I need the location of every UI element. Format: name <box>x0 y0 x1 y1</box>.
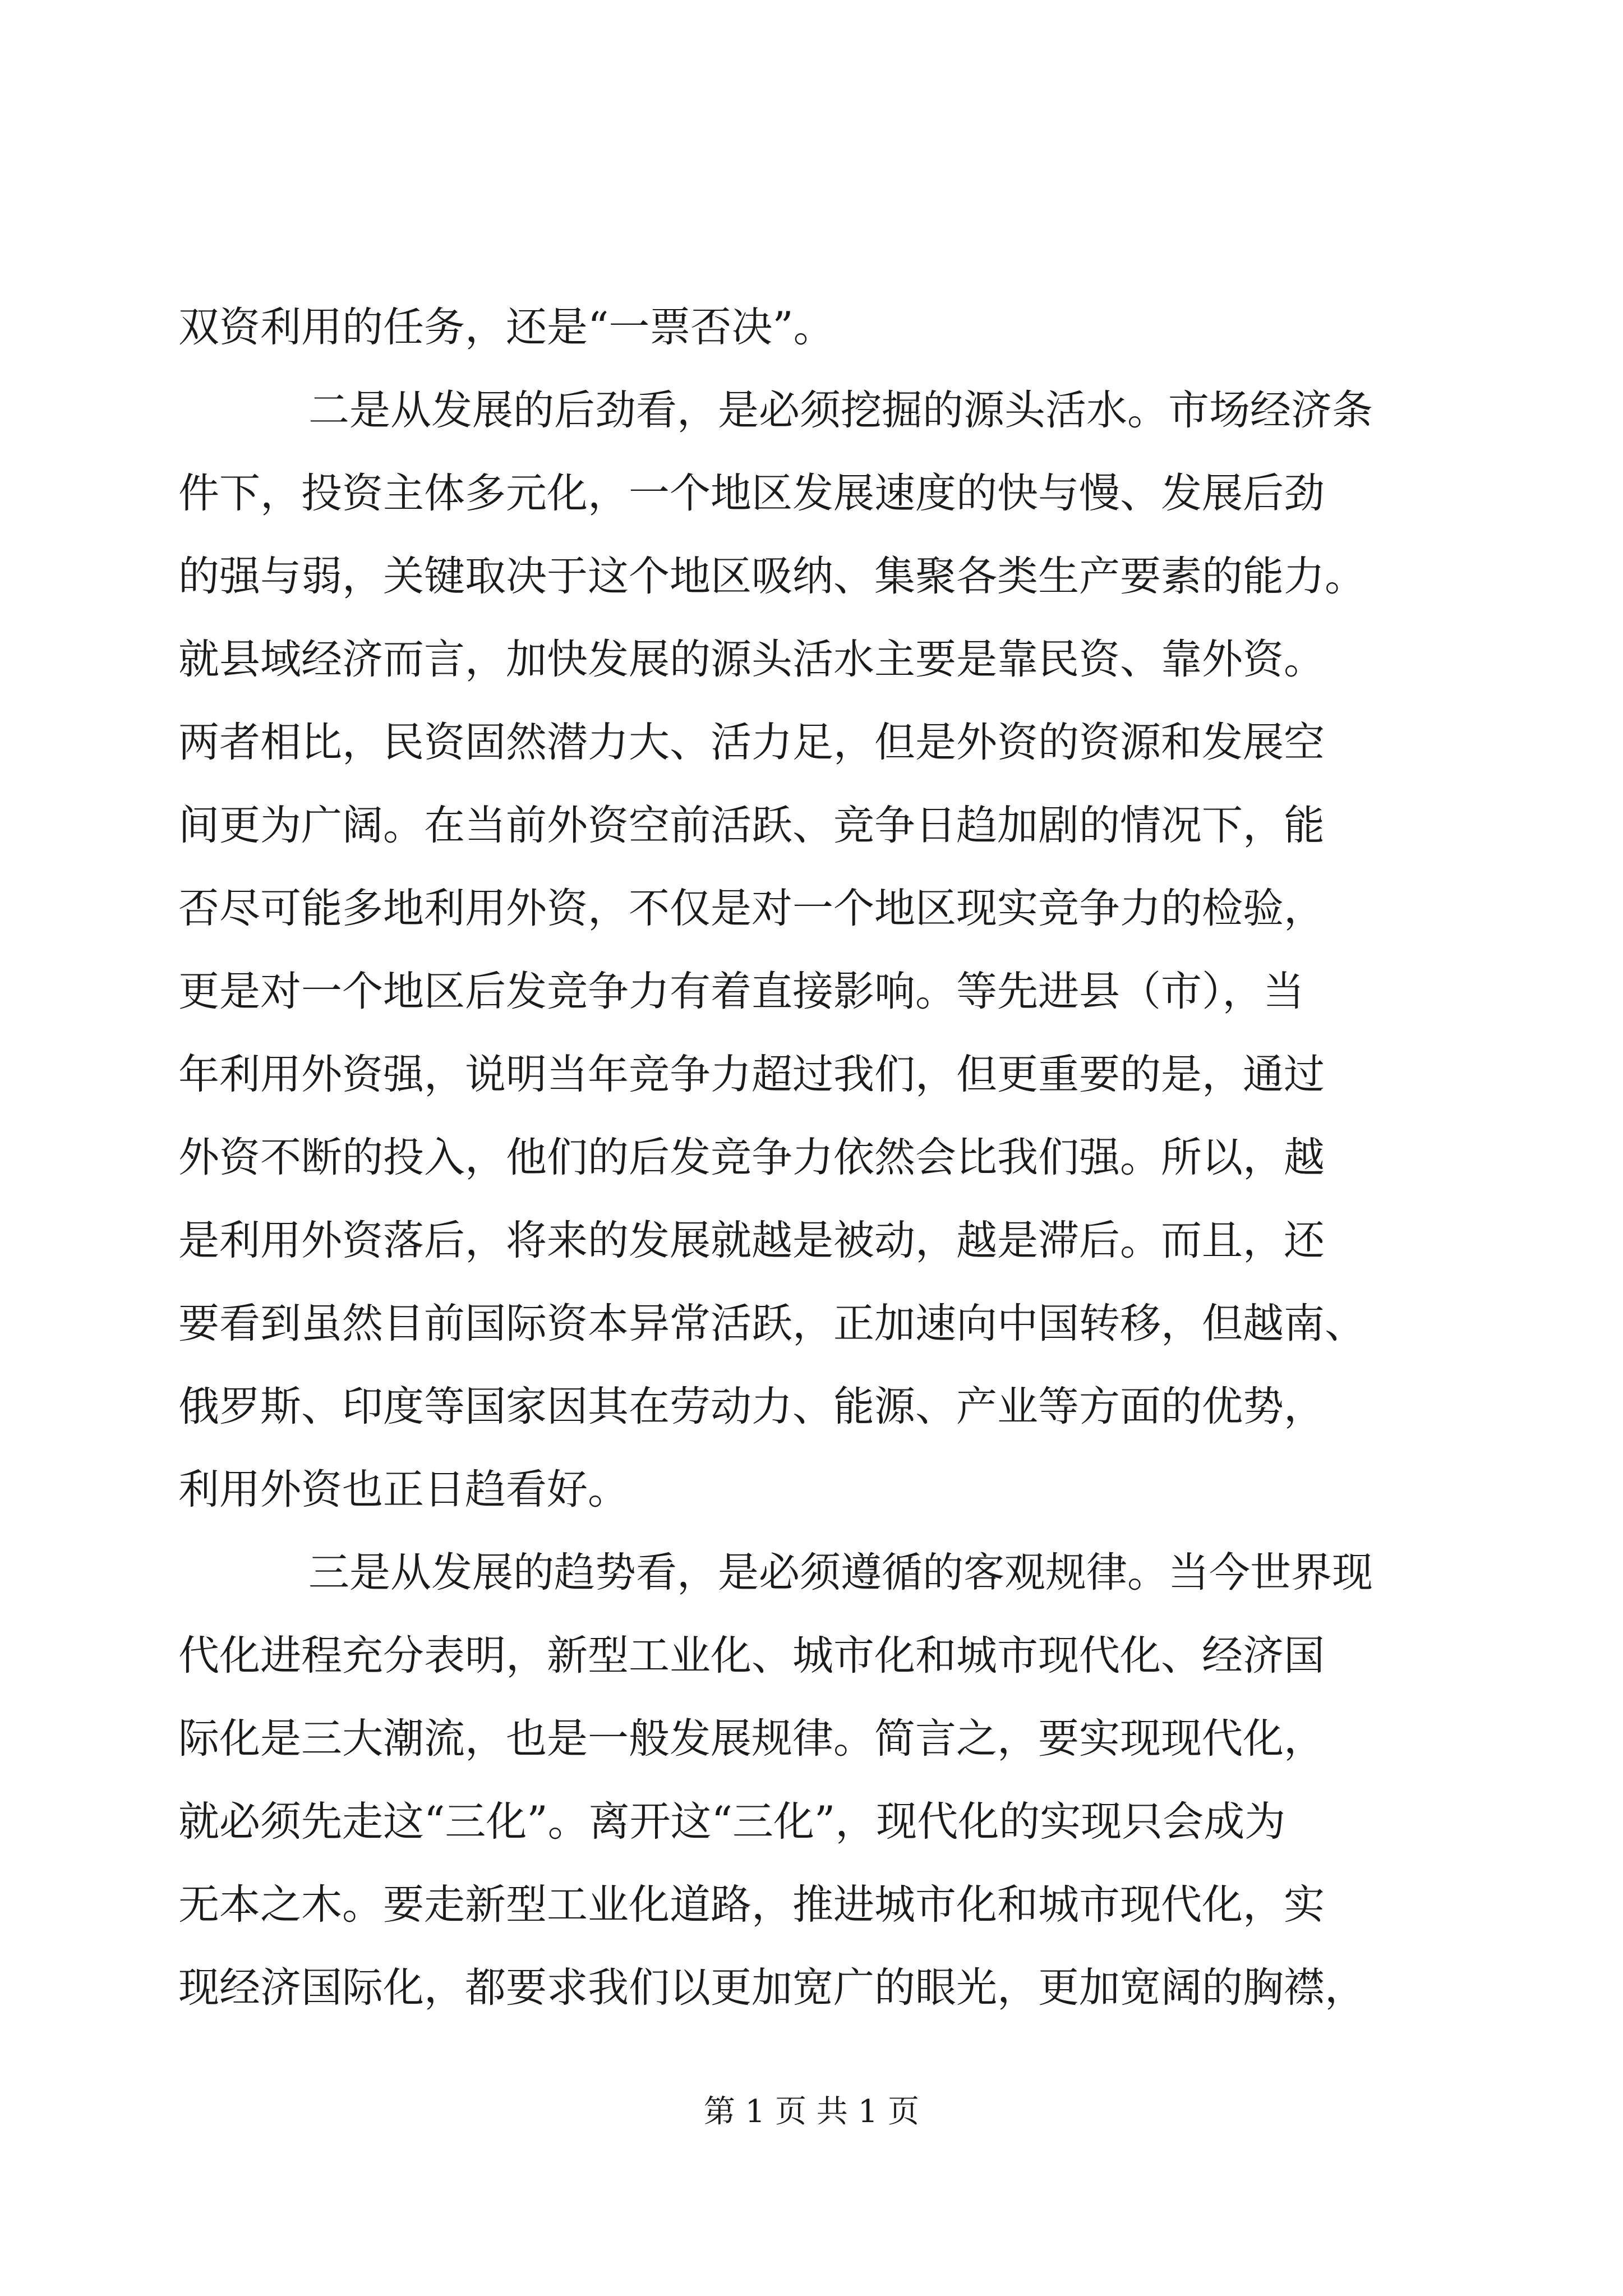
paragraph-first-line <box>0 377 1623 444</box>
line-text: 俄罗斯、印度等国家因其在劳动力、能源、产业等方面的优势， <box>178 1383 1325 1430</box>
text-line <box>0 1373 1623 1441</box>
text-line <box>0 543 1623 610</box>
text-line <box>0 1788 1623 1856</box>
text-line <box>0 958 1623 1025</box>
line-text: 双资利用的任务，还是“一票否决”。 <box>178 303 834 351</box>
line-text: 就县域经济而言，加快发展的源头活水主要是靠民资、靠外资。 <box>178 636 1325 683</box>
text-line <box>0 709 1623 776</box>
text-line <box>0 1041 1623 1108</box>
text-line <box>0 792 1623 859</box>
line-text: 的强与弱，关键取决于这个地区吸纳、集聚各类生产要素的能力。 <box>178 553 1366 600</box>
text-line <box>0 1954 1623 2022</box>
text-line <box>0 460 1623 527</box>
text-line <box>0 1622 1623 1690</box>
page-footer: 第 1 页 共 1 页 <box>703 2093 920 2130</box>
line-text: 间更为广阔。在当前外资空前活跃、竞争日趋加剧的情况下，能 <box>178 802 1325 849</box>
line-text: 际化是三大潮流，也是一般发展规律。简言之，要实现现代化， <box>178 1715 1325 1763</box>
line-text: 年利用外资强，说明当年竞争力超过我们，但更重要的是，通过 <box>178 1051 1325 1098</box>
line-text: 无本之木。要走新型工业化道路，推进城市化和城市现代化，实 <box>178 1881 1325 1929</box>
line-text: 件下，投资主体多元化，一个地区发展速度的快与慢、发展后劲 <box>178 470 1325 517</box>
text-line <box>0 626 1623 693</box>
text-line <box>0 1456 1623 1524</box>
text-line <box>0 1705 1623 1773</box>
line-text: 外资不断的投入，他们的后发竞争力依然会比我们强。所以，越 <box>178 1134 1325 1181</box>
line-text: 是利用外资落后，将来的发展就越是被动，越是滞后。而且，还 <box>178 1217 1325 1264</box>
line-text: 更是对一个地区后发竞争力有着直接影响。等先进县（市），当 <box>178 968 1304 1015</box>
text-line <box>0 1871 1623 1939</box>
paragraph-first-line <box>0 1539 1623 1607</box>
line-text: 就必须先走这“三化”。离开这“三化”，现代化的实现只会成为 <box>178 1798 1286 1846</box>
line-text: 利用外资也正日趋看好。 <box>178 1466 629 1513</box>
line-text: 三是从发展的趋势看，是必须遵循的客观规律。当今世界现 <box>308 1549 1373 1596</box>
line-text: 代化进程充分表明，新型工业化、城市化和城市现代化、经济国 <box>178 1632 1325 1680</box>
text-line <box>0 1290 1623 1358</box>
text-line <box>0 1124 1623 1191</box>
line-text: 现经济国际化，都要求我们以更加宽广的眼光，更加宽阔的胸襟， <box>178 1964 1366 2012</box>
line-text: 两者相比，民资固然潜力大、活力足，但是外资的资源和发展空 <box>178 719 1325 766</box>
line-text: 二是从发展的后劲看，是必须挖掘的源头活水。市场经济条 <box>308 386 1373 434</box>
line-text: 要看到虽然目前国际资本异常活跃，正加速向中国转移，但越南、 <box>178 1300 1366 1347</box>
text-line <box>0 294 1623 361</box>
line-text: 否尽可能多地利用外资，不仅是对一个地区现实竞争力的检验， <box>178 885 1325 932</box>
text-line <box>0 1207 1623 1274</box>
text-line <box>0 875 1623 942</box>
